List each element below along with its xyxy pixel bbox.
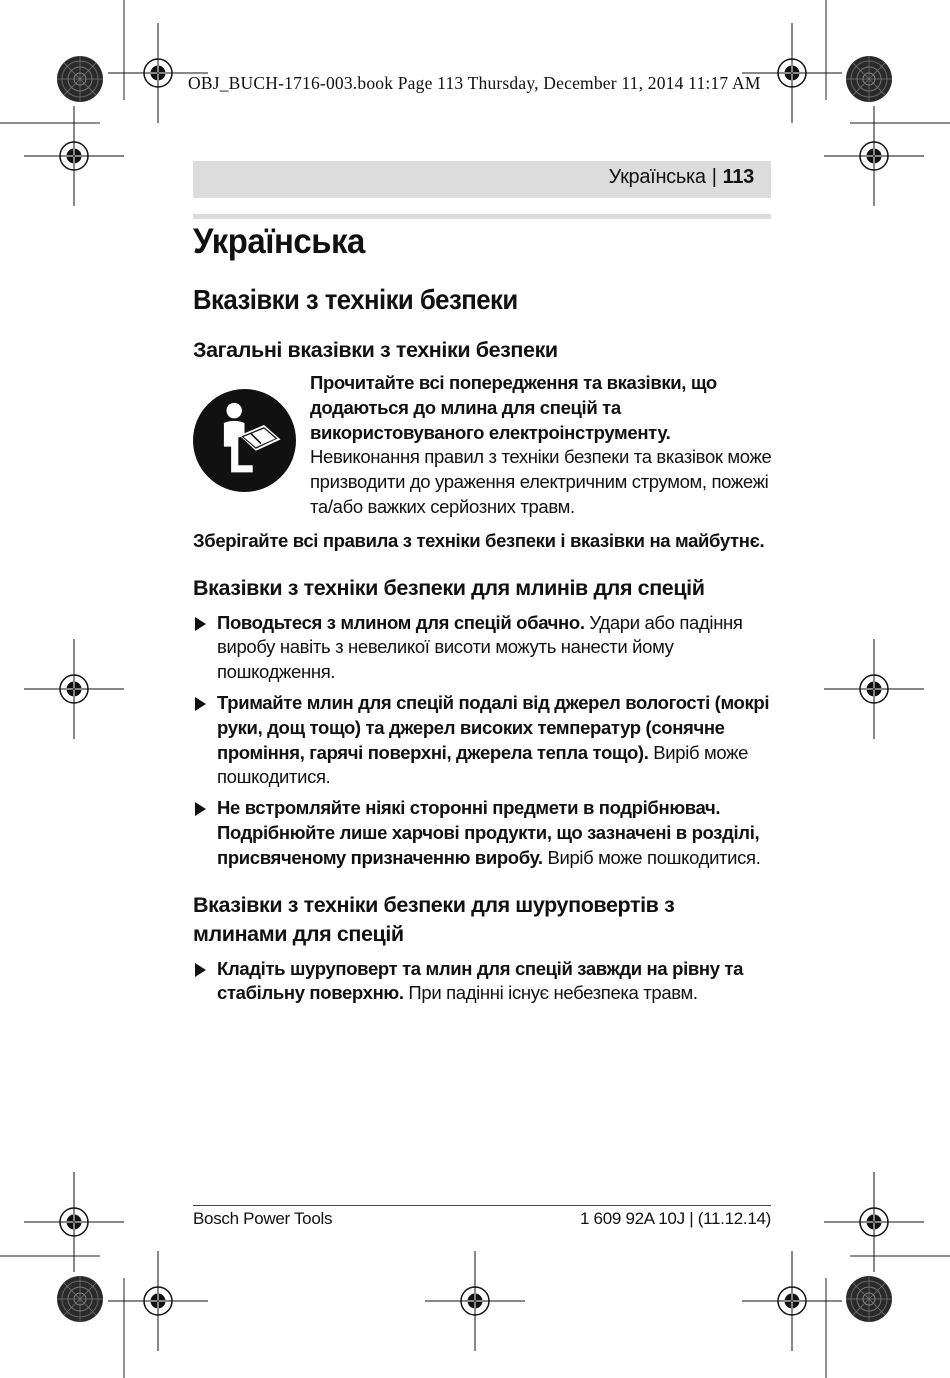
- page-number: 113: [722, 166, 754, 188]
- page-title: Українська: [193, 222, 365, 261]
- bullet-triangle-icon: [195, 697, 206, 711]
- list-item-bold: Тримайте млин для спецій подалі від джерел вологості (мокрі руки, дощ тощо) та джерел високих температур (сонячне проміння, гарячі поверхні, джерела тепла тощо).: [217, 692, 770, 763]
- list-item: [193, 691, 773, 790]
- footer-doc-number: 1 609 92A 10J | (11.12.14): [579, 1209, 771, 1228]
- print-header: OBJ_BUCH-1716-003.book Page 113 Thursday, December 11, 2014 11:17 AM: [188, 73, 761, 93]
- screwdriver-safety-list: [193, 957, 773, 1007]
- list-item-text: Виріб може пошкодитися.: [542, 846, 761, 868]
- list-item: [193, 957, 773, 1007]
- footer-publisher: Bosch Power Tools: [193, 1209, 333, 1228]
- list-item-text: Виріб може пошкодитися.: [217, 741, 749, 788]
- footer-rule: [193, 1205, 771, 1206]
- page-content: [193, 222, 773, 1012]
- section-title: Вказівки з техніки безпеки: [193, 284, 518, 315]
- bullet-triangle-icon: [195, 963, 206, 977]
- list-item-text: При падінні існує небезпека травм.: [403, 982, 698, 1004]
- running-head-separator: |: [711, 166, 717, 188]
- list-item-text: Удари або падіння виробу навіть з невеликої висоти можуть нанести йому пошкодження.: [217, 611, 743, 683]
- list-item: [193, 611, 773, 685]
- bullet-triangle-icon: [195, 617, 206, 631]
- grinder-safety-list: [193, 611, 773, 871]
- list-item-bold: Поводьтеся з млином для спецій обачно.: [217, 611, 585, 633]
- general-warning: [193, 371, 773, 520]
- bullet-triangle-icon: [195, 802, 206, 816]
- running-head-language: Українська: [608, 166, 706, 188]
- read-manual-icon: [193, 389, 296, 492]
- running-head: [609, 166, 754, 189]
- keep-instructions: Зберігайте всі правила з техніки безпеки і вказівки на майбутнє.: [193, 529, 765, 551]
- list-item-bold: Кладіть шуруповерт та млин для спецій завжди на рівну та стабільну поверхню.: [217, 957, 744, 1004]
- screwdriver-safety-heading: Вказівки з техніки безпеки для шуруповертів з млинами для спецій: [193, 892, 675, 946]
- general-warning-bold: Прочитайте всі попередження та вказівки, що додаються до млина для спецій та використовуваного електроінструменту.: [310, 372, 717, 443]
- list-item-bold: Не встромляйте ніякі сторонні предмети в подрібнювач. Подрібнюйте лише харчові продукти, що зазначені в розділі, присвяченому призначенню виробу.: [217, 797, 760, 868]
- general-safety-heading: Загальні вказівки з техніки безпеки: [193, 338, 558, 362]
- running-head-rule: [193, 214, 771, 219]
- list-item: [193, 796, 773, 870]
- grinder-safety-heading: Вказівки з техніки безпеки для млинів для спецій: [193, 575, 705, 600]
- general-warning-text: Невиконання правил з техніки безпеки та вказівок може призводити до ураження електричним струмом, пожежі та/або важких серйозних травм.: [310, 446, 772, 517]
